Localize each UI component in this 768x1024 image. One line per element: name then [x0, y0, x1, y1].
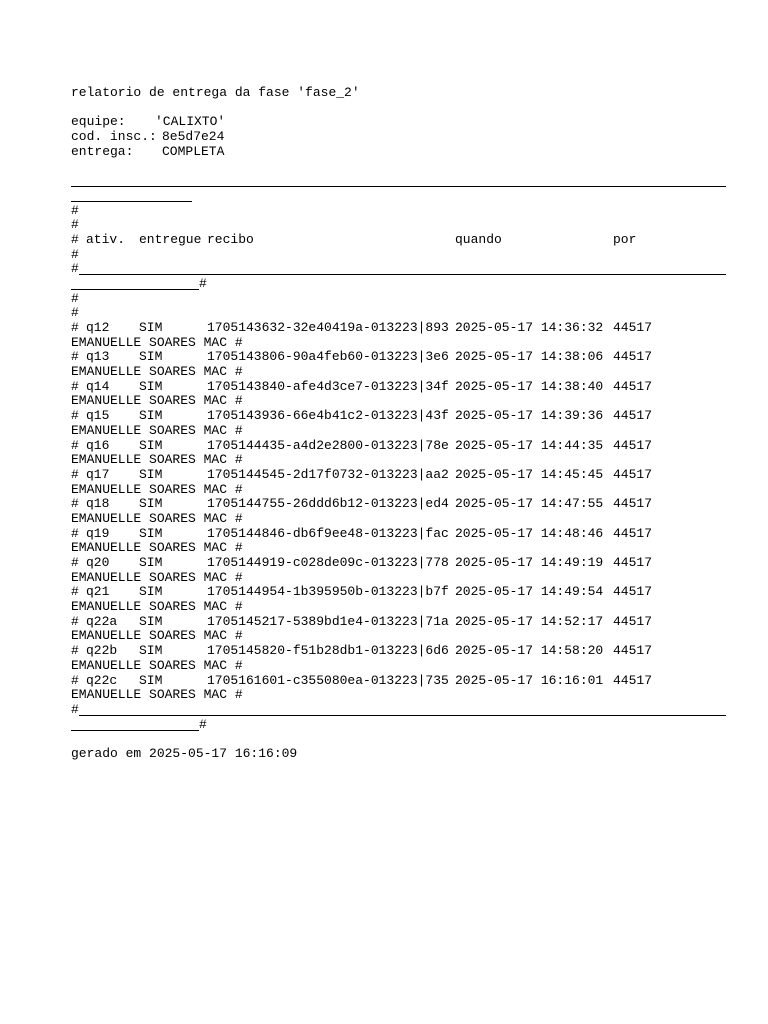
cell-ativ: q16 — [86, 437, 110, 453]
header-rule — [71, 262, 711, 277]
cell-recibo: 1705144846-db6f9ee48-013223|fac — [207, 525, 449, 541]
cell-por-continuation: EMANUELLE SOARES MAC # — [71, 393, 243, 409]
cell-por-continuation: EMANUELLE SOARES MAC # — [71, 540, 243, 556]
cell-ativ: q13 — [86, 349, 110, 365]
cell-recibo: 1705144919-c028de09c-013223|778 — [207, 555, 449, 570]
equipe-value: 'CALIXTO' — [155, 114, 226, 130]
cod-label: cod. insc.: — [71, 129, 157, 145]
cell-recibo: 1705144545-2d17f0732-013223|aa2 — [207, 466, 449, 482]
cell-quando: 2025-05-17 14:49:54 — [455, 584, 604, 600]
cell-por: 44517 — [613, 643, 653, 659]
cell-quando: 2025-05-17 14:36:32 — [455, 320, 604, 335]
cell-por-continuation: EMANUELLE SOARES MAC # — [71, 422, 243, 438]
entrega-label: entrega: — [71, 143, 134, 159]
cell-por-continuation: EMANUELLE SOARES MAC # — [71, 687, 243, 703]
top-rule-tail — [71, 189, 711, 204]
hash-mark: # — [71, 378, 79, 394]
hash-mark: # — [71, 643, 79, 659]
rule-line — [71, 186, 726, 187]
hash-mark: # — [71, 584, 79, 600]
cell-por: 44517 — [613, 672, 653, 688]
cell-por: 44517 — [613, 408, 653, 424]
col-por-header: por — [613, 231, 637, 247]
info-equipe — [71, 115, 711, 130]
table-row — [71, 527, 711, 542]
cell-quando: 2025-05-17 14:39:36 — [455, 408, 604, 424]
cell-por-continuation: EMANUELLE SOARES MAC # — [71, 569, 243, 585]
col-entregue-header: entregue — [139, 231, 202, 247]
cell-quando: 2025-05-17 14:58:20 — [455, 643, 604, 659]
cell-ativ: q17 — [86, 466, 110, 482]
col-ativ-header: ativ. — [86, 231, 126, 247]
table-row — [71, 615, 711, 630]
cell-ativ: q12 — [86, 320, 110, 335]
hash-mark: # — [71, 496, 79, 512]
hash-mark: # — [71, 701, 79, 717]
table-row — [71, 585, 711, 600]
table-row — [71, 350, 711, 365]
table-row — [71, 439, 711, 454]
hash-mark: # — [71, 408, 79, 424]
info-cod — [71, 130, 711, 145]
cell-por: 44517 — [613, 525, 653, 541]
cell-recibo: 1705144435-a4d2e2800-013223|78e — [207, 437, 449, 453]
rule-line — [79, 274, 726, 275]
hash-line: # — [71, 246, 79, 262]
cell-entregue: SIM — [139, 349, 163, 365]
cell-recibo: 1705144755-26ddd6b12-013223|ed4 — [207, 496, 449, 512]
cell-quando: 2025-05-17 14:45:45 — [455, 466, 604, 482]
table-row — [71, 556, 711, 571]
cell-entregue: SIM — [139, 584, 163, 600]
cell-por: 44517 — [613, 613, 653, 629]
cell-entregue: SIM — [139, 437, 163, 453]
table-row — [71, 380, 711, 395]
cell-entregue: SIM — [139, 525, 163, 541]
cell-por: 44517 — [613, 349, 653, 365]
hash-mark: # — [71, 320, 79, 335]
cell-por: 44517 — [613, 320, 653, 335]
cell-recibo: 1705143632-32e40419a-013223|893 — [207, 320, 449, 335]
hash-line: # — [71, 305, 79, 321]
cell-por: 44517 — [613, 584, 653, 600]
cell-recibo: 1705143806-90a4feb60-013223|3e6 — [207, 349, 449, 365]
hash-mark: # — [71, 555, 79, 570]
cell-ativ: q22c — [86, 672, 118, 688]
table-header — [71, 233, 711, 248]
cell-entregue: SIM — [139, 320, 163, 335]
cell-por-continuation: EMANUELLE SOARES MAC # — [71, 657, 243, 673]
hash-mark: # — [71, 613, 79, 629]
cell-por: 44517 — [613, 378, 653, 394]
cod-value: 8e5d7e24 — [162, 129, 225, 145]
cell-por: 44517 — [613, 555, 653, 570]
cell-por-continuation: EMANUELLE SOARES MAC # — [71, 334, 243, 350]
hash-line: # — [71, 217, 79, 233]
cell-por-continuation: EMANUELLE SOARES MAC # — [71, 628, 243, 644]
entrega-value: COMPLETA — [162, 143, 225, 159]
cell-por-continuation: EMANUELLE SOARES MAC # — [71, 599, 243, 615]
rule-line — [71, 289, 199, 290]
cell-por-continuation: EMANUELLE SOARES MAC # — [71, 481, 243, 497]
cell-recibo: 1705144954-1b395950b-013223|b7f — [207, 584, 449, 600]
rule-line — [71, 201, 192, 202]
hash-mark: # — [71, 466, 79, 482]
cell-ativ: q22a — [86, 613, 118, 629]
cell-quando: 2025-05-17 14:52:17 — [455, 613, 604, 629]
cell-entregue: SIM — [139, 672, 163, 688]
table-row — [71, 468, 711, 483]
hash-mark: # — [71, 349, 79, 365]
cell-ativ: q20 — [86, 555, 110, 570]
cell-recibo: 1705143840-afe4d3ce7-013223|34f — [207, 378, 449, 394]
bottom-rule — [71, 703, 711, 718]
cell-por: 44517 — [613, 466, 653, 482]
equipe-label: equipe: — [71, 114, 126, 130]
info-entrega — [71, 145, 711, 160]
hash-mark: # — [199, 716, 207, 732]
cell-entregue: SIM — [139, 378, 163, 394]
report-document — [71, 86, 711, 762]
cell-recibo: 1705145820-f51b28db1-013223|6d6 — [207, 643, 449, 659]
cell-quando: 2025-05-17 16:16:01 — [455, 672, 604, 688]
cell-por-continuation: EMANUELLE SOARES MAC # — [71, 452, 243, 468]
hash-mark: # — [71, 672, 79, 688]
cell-por-continuation: EMANUELLE SOARES MAC # — [71, 364, 243, 380]
col-recibo-header: recibo — [207, 231, 254, 247]
table-row — [71, 644, 711, 659]
cell-entregue: SIM — [139, 496, 163, 512]
delivery-table-body — [71, 321, 711, 703]
cell-recibo: 1705161601-c355080ea-013223|735 — [207, 672, 449, 688]
cell-ativ: q22b — [86, 643, 118, 659]
cell-quando: 2025-05-17 14:38:40 — [455, 378, 604, 394]
cell-ativ: q14 — [86, 378, 110, 394]
cell-recibo: 1705145217-5389bd1e4-013223|71a — [207, 613, 449, 629]
hash-mark: # — [71, 525, 79, 541]
cell-ativ: q18 — [86, 496, 110, 512]
bottom-rule-tail — [71, 718, 711, 733]
hash-mark: # — [71, 437, 79, 453]
rule-line — [79, 715, 726, 716]
cell-quando: 2025-05-17 14:49:19 — [455, 555, 604, 570]
cell-por-continuation: EMANUELLE SOARES MAC # — [71, 510, 243, 526]
table-row — [71, 497, 711, 512]
report-title: relatorio de entrega da fase 'fase_2' — [71, 85, 360, 100]
cell-quando: 2025-05-17 14:38:06 — [455, 349, 604, 365]
cell-quando: 2025-05-17 14:47:55 — [455, 496, 604, 512]
cell-entregue: SIM — [139, 643, 163, 659]
cell-quando: 2025-05-17 14:48:46 — [455, 525, 604, 541]
cell-por: 44517 — [613, 496, 653, 512]
cell-entregue: SIM — [139, 466, 163, 482]
hash-mark: # — [71, 261, 79, 277]
hash-mark: # — [199, 275, 207, 291]
header-rule-tail — [71, 277, 711, 292]
rule-line — [71, 730, 199, 731]
hash-line: # — [71, 202, 79, 218]
table-row — [71, 409, 711, 424]
cell-recibo: 1705143936-66e4b41c2-013223|43f — [207, 408, 449, 424]
cell-entregue: SIM — [139, 555, 163, 570]
cell-ativ: q15 — [86, 408, 110, 424]
col-quando-header: quando — [455, 231, 502, 247]
cell-ativ: q19 — [86, 525, 110, 541]
top-rule — [71, 174, 711, 189]
cell-ativ: q21 — [86, 584, 110, 600]
generated-footer: gerado em 2025-05-17 16:16:09 — [71, 745, 298, 761]
table-row — [71, 321, 711, 336]
cell-entregue: SIM — [139, 613, 163, 629]
cell-quando: 2025-05-17 14:44:35 — [455, 437, 604, 453]
cell-entregue: SIM — [139, 408, 163, 424]
cell-por: 44517 — [613, 437, 653, 453]
hash-line: # — [71, 290, 79, 306]
table-row — [71, 674, 711, 689]
hash-mark: # — [71, 231, 79, 247]
